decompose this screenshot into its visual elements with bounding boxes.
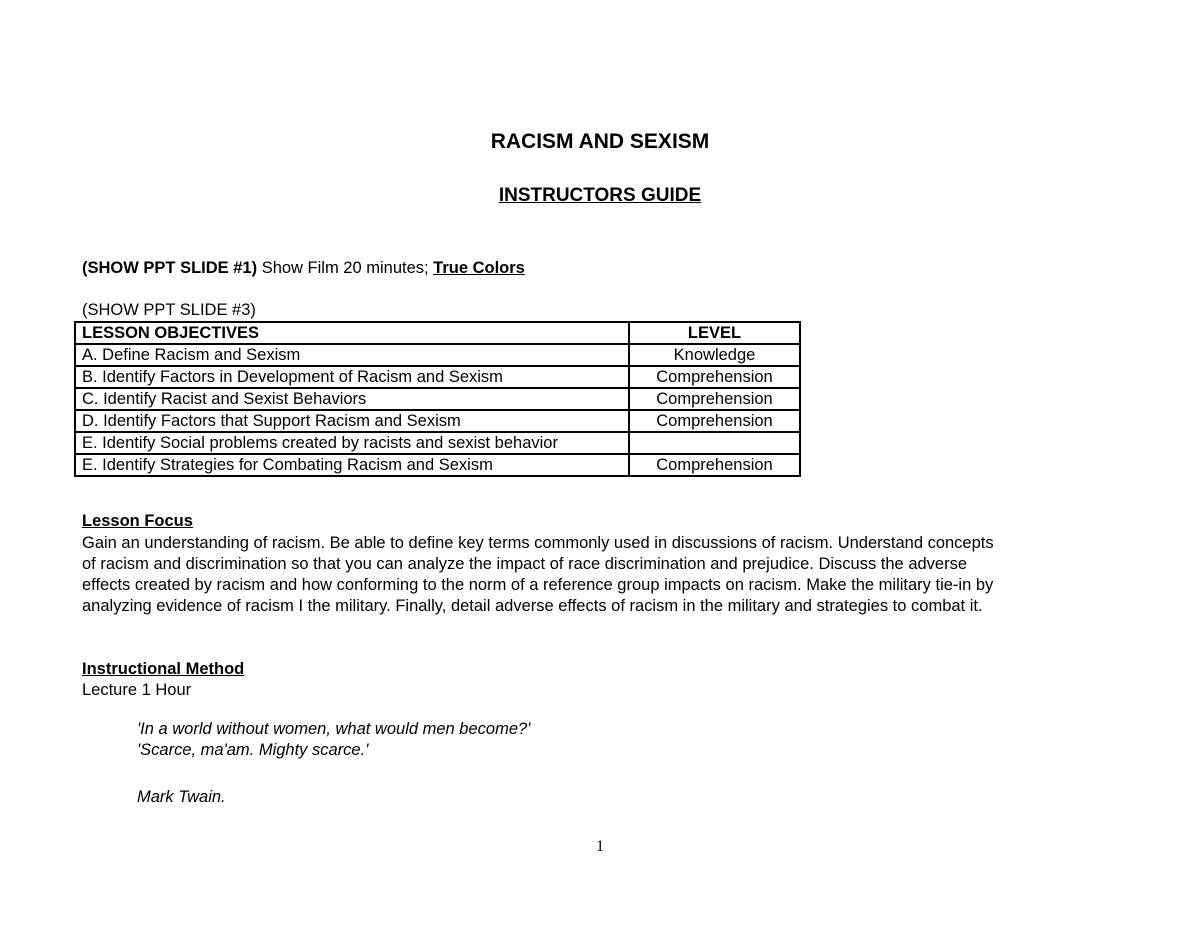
objective-cell: C. Identify Racist and Sexist Behaviors xyxy=(75,388,629,410)
table-row xyxy=(75,432,800,454)
table-header-row xyxy=(75,322,800,344)
film-title: True Colors xyxy=(433,259,525,277)
level-cell: Comprehension xyxy=(629,388,800,410)
page-number: 1 xyxy=(596,838,604,855)
objective-cell: D. Identify Factors that Support Racism and Sexism xyxy=(75,410,629,432)
level-cell: Knowledge xyxy=(629,344,800,366)
level-cell: Comprehension xyxy=(629,454,800,476)
objective-cell: A. Define Racism and Sexism xyxy=(75,344,629,366)
header-level: LEVEL xyxy=(629,322,800,344)
lesson-objectives-table xyxy=(74,321,801,477)
objective-cell: B. Identify Factors in Development of Racism and Sexism xyxy=(75,366,629,388)
instructional-method-body: Lecture 1 Hour xyxy=(82,681,192,699)
quote-line-1: 'In a world without women, what would men become?' xyxy=(137,720,531,738)
quote-line-2: 'Scarce, ma'am. Mighty scarce.' xyxy=(137,741,369,759)
document-title: RACISM AND SEXISM xyxy=(490,130,710,153)
film-instruction-text: Show Film 20 minutes; xyxy=(257,259,434,277)
lesson-focus-line: analyzing evidence of racism I the military. Finally, detail adverse effects of racism in the military and strategies to combat it. xyxy=(82,597,983,615)
lesson-focus-line: of racism and discrimination so that you can analyze the impact of race discrimination and prejudice. Discuss the adverse xyxy=(82,555,968,573)
film-instruction-line xyxy=(82,258,525,278)
lesson-focus-heading: Lesson Focus xyxy=(82,512,193,530)
lesson-focus-body xyxy=(82,533,1112,617)
table-row xyxy=(75,454,800,476)
lesson-focus-line: Gain an understanding of racism. Be able to define key terms commonly used in discussions of racism. Understand concepts xyxy=(82,534,994,552)
table-row xyxy=(75,344,800,366)
slide-3-cue: (SHOW PPT SLIDE #3) xyxy=(82,301,256,319)
level-cell: Comprehension xyxy=(629,366,800,388)
level-cell: Comprehension xyxy=(629,410,800,432)
objective-cell: E. Identify Strategies for Combating Racism and Sexism xyxy=(75,454,629,476)
table-row xyxy=(75,366,800,388)
level-cell xyxy=(629,432,800,454)
quote-author: Mark Twain. xyxy=(137,788,226,806)
table-row xyxy=(75,388,800,410)
slide-1-cue: (SHOW PPT SLIDE #1) xyxy=(82,259,258,277)
document-subtitle: INSTRUCTORS GUIDE xyxy=(498,185,702,206)
header-lesson-objectives: LESSON OBJECTIVES xyxy=(75,322,629,344)
lesson-focus-line: effects created by racism and how conforming to the norm of a reference group impacts on racism. Make the military tie-in by xyxy=(82,576,994,594)
instructional-method-heading: Instructional Method xyxy=(82,660,245,678)
table-row xyxy=(75,410,800,432)
objective-cell: E. Identify Social problems created by racists and sexist behavior xyxy=(75,432,629,454)
